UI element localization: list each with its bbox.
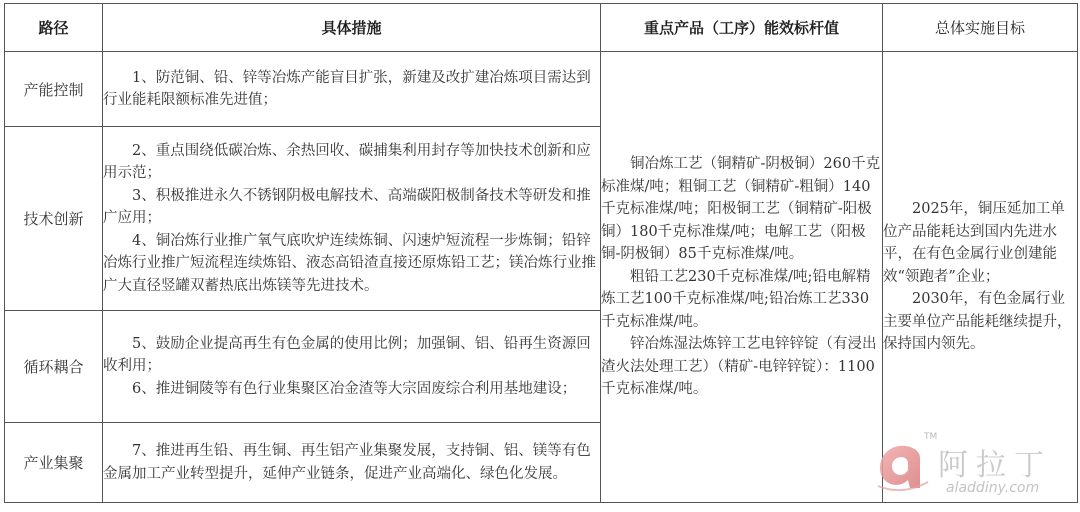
header-row	[5, 4, 1078, 52]
target-2025: 2025年，铜压延加工单位产品能耗达到国内先进水平，在有色金属行业创建能效“领跑者”企业；	[883, 201, 1065, 285]
measure-item: 3、积极推进永久不锈钢阴极电解技术、高端碳阳极制备技术等研发和推广应用；	[103, 187, 591, 227]
benchmark-lead: 粗铅工艺230千克标准煤/吨;铅电解精炼工艺100千克标准煤/吨;铅冶炼工艺330千克标准煤/吨。	[601, 268, 871, 330]
watermark-cn: 阿拉丁	[938, 448, 1052, 483]
header-benchmark: 重点产品（工序）能效标杆值	[601, 4, 883, 52]
target-2030: 2030年，有色金属行业主要单位产品能耗继续提升，保持国内领先。	[883, 291, 1072, 353]
measure-item: 5、鼓励企业提高再生有色金属的使用比例；加强铜、铝、铅再生资源回收利用；	[103, 335, 591, 375]
path-tech-innovation: 技术创新	[5, 127, 103, 311]
measure-item: 7、推进再生铅、再生铜、再生铝产业集聚发展，支持铜、铝、镁等有色金属加工产业转型提升，延伸产业链条，促进产业高端化、绿色化发展。	[103, 443, 591, 482]
measure-item: 6、推进铜陵等有色行业集聚区冶金渣等大宗固废综合利用基地建设；	[132, 380, 577, 397]
measures-industrial-cluster	[103, 423, 601, 503]
header-measures: 具体措施	[103, 4, 601, 52]
watermark	[872, 432, 1072, 502]
header-path: 路径	[5, 4, 103, 52]
benchmark-zinc: 锌冶炼湿法炼锌工艺电锌锌锭（有浸出渣火法处理工艺）（精矿-电锌锌锭）：1100千克标准煤/吨。	[601, 336, 877, 398]
path-circular-coupling: 循环耦合	[5, 311, 103, 423]
measures-tech-innovation	[103, 127, 601, 311]
energy-efficiency-table	[4, 3, 1078, 503]
measure-item: 1、防范铜、铅、锌等冶炼产能盲目扩张，新建及改扩建冶炼项目需达到行业能耗限额标准先进值；	[103, 69, 591, 108]
trademark-mark: TM	[924, 432, 938, 442]
header-target: 总体实施目标	[883, 4, 1078, 52]
measures-circular-coupling	[103, 311, 601, 423]
measures-capacity-control	[103, 52, 601, 127]
measure-item: 4、铜冶炼行业推广氧气底吹炉连续炼铜、闪速炉短流程一步炼铜；铅锌冶炼行业推广短流程连续炼铅、液态高铅渣直接还原炼铅工艺；镁冶炼行业推广大直径竖罐双蓄热底出炼镁等先进技术。	[103, 232, 596, 294]
benchmark-copper: 铜冶炼工艺（铜精矿-阴极铜）260千克标准煤/吨；粗铜工艺（铜精矿-粗铜）140千克标准煤/吨；阳极铜工艺（铜精矿-阳极铜）180千克标准煤/吨；电解工艺（阳极铜-阴极铜）85千克标准煤/吨。	[601, 156, 881, 263]
aladdin-logo-icon	[872, 436, 932, 496]
path-capacity-control: 产能控制	[5, 52, 103, 127]
measure-item: 2、重点围绕低碳冶炼、余热回收、碳捕集利用封存等加快技术创新和应用示范；	[103, 142, 591, 182]
row-capacity-control	[5, 52, 1078, 127]
path-industrial-cluster: 产业集聚	[5, 423, 103, 503]
watermark-en: aladdiny.com	[946, 480, 1040, 496]
benchmark-cell	[601, 52, 883, 503]
